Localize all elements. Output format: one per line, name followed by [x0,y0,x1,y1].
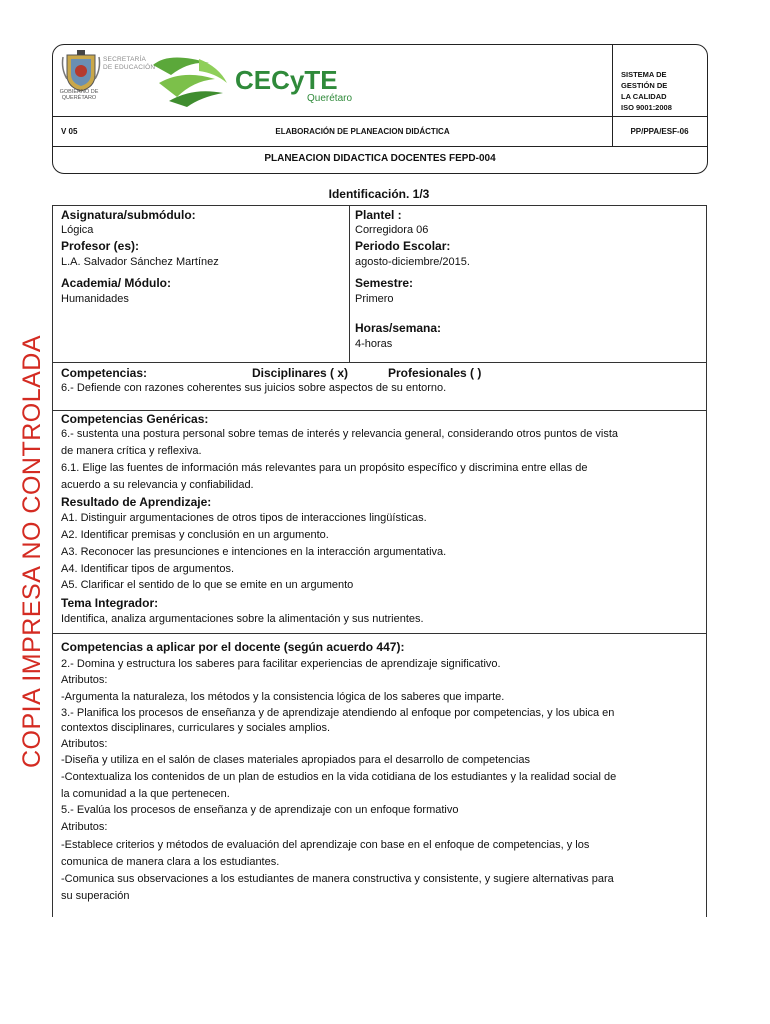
quality-system-label: SISTEMA DE GESTIÓN DE LA CALIDAD ISO 9001:2008 [621,70,672,112]
docente-line: -Contextualiza los contenidos de un plan de estudios en la vida cotidiana de los estudiantes y la realidad social de [61,771,617,783]
svg-text:Querétaro: Querétaro [307,93,353,104]
plantel-label: Plantel : [355,208,402,222]
genericas-label: Competencias Genéricas: [61,412,209,426]
asignatura-value: Lógica [61,224,94,236]
resultado-item: A5. Clarificar el sentido de lo que se emite en un argumento [61,579,354,591]
cecyte-logo [149,53,369,107]
genericas-line: de manera crítica y reflexiva. [61,445,202,457]
academia-label: Academia/ Módulo: [61,276,172,290]
genericas-line: acuerdo a su relevancia y confiabilidad. [61,479,254,491]
docente-line: contextos disciplinares, curriculares y sociales amplios. [61,722,330,734]
resultado-item: A2. Identificar premisas y conclusión en un argumento. [61,529,329,541]
gobierno-label: GOBIERNO DE QUERÉTARO [59,89,99,101]
competencia-text: 6.- Defiende con razones coherentes sus juicios sobre aspectos de su entorno. [61,382,447,394]
header-divider [53,116,707,117]
competencias-label: Competencias: [61,366,148,380]
tema-text: Identifica, analiza argumentaciones sobre la alimentación y sus nutrientes. [61,613,424,625]
secretaria-label: SECRETARÍA DE EDUCACIÓN [103,56,156,71]
docente-line: -Diseña y utiliza en el salón de clases materiales apropiados para el desarrollo de competencias [61,754,530,766]
resultado-item: A1. Distinguir argumentaciones de otros tipos de interacciones lingüísticas. [61,512,427,524]
tema-label: Tema Integrador: [61,596,159,610]
semestre-label: Semestre: [355,276,414,290]
row-divider [53,410,706,411]
resultado-label: Resultado de Aprendizaje: [61,495,212,509]
periodo-label: Periodo Escolar: [355,239,451,253]
plantel-value: Corregidora 06 [355,224,429,236]
disciplinares-label: Disciplinares ( x) [252,366,349,380]
docente-line: Atributos: [61,738,108,750]
svg-text:CECyTE: CECyTE [235,65,338,95]
docente-line: 3.- Planifica los procesos de enseñanza y de aprendizaje atendiendo al enfoque por competencias, y los ubica en [61,707,615,719]
docente-line: 5.- Evalúa los procesos de enseñanza y de aprendizaje con un enfoque formativo [61,804,459,816]
document-code: PP/PPA/ESF-06 [630,127,689,136]
document-header [52,44,708,174]
docente-line: Atributos: [61,674,108,686]
academia-value: Humanidades [61,293,129,305]
resultado-item: A3. Reconocer las presunciones e intenciones en la interacción argumentativa. [61,546,447,558]
periodo-value: agosto-diciembre/2015. [355,256,470,268]
header-divider [53,146,707,147]
column-divider [349,206,350,362]
docente-line: -Argumenta la naturaleza, los métodos y la consistencia lógica de los saberes que imparte. [61,691,505,703]
docente-line: la comunidad a la que pertenecen. [61,788,230,800]
docente-line: su superación [61,890,130,902]
horas-value: 4-horas [355,338,393,350]
horas-label: Horas/semana: [355,321,442,335]
resultado-item: A4. Identificar tipos de argumentos. [61,563,235,575]
profesor-value: L.A. Salvador Sánchez Martínez [61,256,219,268]
row-divider [53,362,706,363]
docente-line: comunica de manera clara a los estudiantes. [61,856,280,868]
planeacion-table [52,205,707,917]
asignatura-label: Asignatura/submódulo: [61,208,196,222]
genericas-line: 6.- sustenta una postura personal sobre temas de interés y relevancia general, considerando otros puntos de vista [61,428,619,440]
docente-line: 2.- Domina y estructura los saberes para facilitar experiencias de aprendizaje significativo. [61,658,501,670]
profesor-label: Profesor (es): [61,239,140,253]
planeacion-title: PLANEACION DIDACTICA DOCENTES FEPD-004 [264,153,496,164]
version-label: V 05 [61,127,78,136]
watermark-text: COPIA IMPRESA NO CONTROLADA [18,334,46,768]
genericas-line: 6.1. Elige las fuentes de información más relevantes para un propósito específico y discrimina entre ellas de [61,462,588,474]
semestre-value: Primero [355,293,394,305]
docente-line: -Establece criterios y métodos de evaluación del aprendizaje con base en el enfoque de competencias, y los [61,839,590,851]
profesionales-label: Profesionales ( ) [388,366,482,380]
docente-line: -Comunica sus observaciones a los estudiantes de manera constructiva y consistente, y sugiere alternativas para [61,873,614,885]
document-title: ELABORACIÓN DE PLANEACION DIDÁCTICA [275,127,450,136]
docente-line: Atributos: [61,821,108,833]
identificacion-title: Identificación. 1/3 [328,187,430,201]
docente-label: Competencias a aplicar por el docente (según acuerdo 447): [61,640,405,654]
row-divider [53,633,706,634]
